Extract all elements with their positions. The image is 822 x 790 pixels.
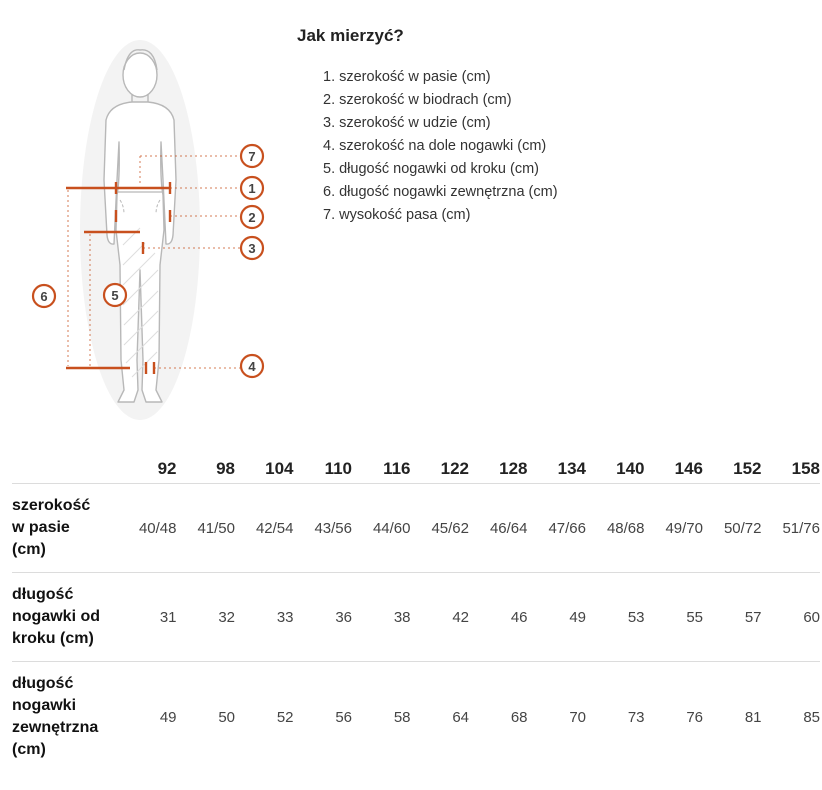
- measurement-item: 3. szerokość w udzie (cm): [323, 115, 491, 131]
- how-to-measure: [297, 26, 558, 227]
- table-cell: 32: [177, 573, 236, 662]
- table-cell: 40/48: [118, 484, 177, 573]
- row-label-line: długość: [12, 675, 74, 692]
- size-header: 92: [157, 459, 177, 478]
- svg-text:3: 3: [248, 241, 256, 256]
- size-header: 98: [216, 459, 235, 478]
- row-label-line: nogawki: [12, 697, 77, 714]
- size-header: 134: [557, 459, 586, 478]
- table-cell: 49: [118, 662, 177, 773]
- size-header: 116: [383, 459, 411, 478]
- table-cell: 36: [294, 573, 353, 662]
- size-header: 110: [324, 459, 352, 478]
- svg-text:6: 6: [40, 289, 48, 304]
- table-cell: 81: [703, 662, 762, 773]
- body-silhouette-icon: [20, 30, 290, 420]
- table-row-inseam: [12, 573, 820, 662]
- table-row-outseam: [12, 662, 820, 773]
- size-header: 104: [265, 459, 294, 478]
- table-cell: 43/56: [294, 484, 353, 573]
- how-to-measure-title: Jak mierzyć?: [297, 26, 404, 45]
- table-cell: 53: [586, 573, 645, 662]
- measurement-item: 4. szerokość na dole nogawki (cm): [323, 138, 547, 154]
- table-cell: 46: [469, 573, 528, 662]
- table-cell: 51/76: [762, 484, 821, 573]
- table-cell: 56: [294, 662, 353, 773]
- row-label-line: nogawki od: [12, 608, 100, 625]
- badge-4: [241, 355, 263, 377]
- table-cell: 50/72: [703, 484, 762, 573]
- table-cell: 55: [645, 573, 704, 662]
- table-cell: 68: [469, 662, 528, 773]
- row-label-line: szerokość: [12, 497, 91, 514]
- table-cell: 47/66: [528, 484, 587, 573]
- row-label-waist: [12, 484, 118, 573]
- table-cell: 48/68: [586, 484, 645, 573]
- table-cell: 33: [235, 573, 294, 662]
- measurement-item: 1. szerokość w pasie (cm): [323, 69, 491, 85]
- measurement-item: 5. długość nogawki od kroku (cm): [323, 161, 539, 177]
- measurement-item: 7. wysokość pasa (cm): [323, 207, 471, 223]
- size-header: 128: [499, 459, 528, 478]
- table-cell: 31: [118, 573, 177, 662]
- row-label-line: (cm): [12, 541, 46, 558]
- badge-5: [104, 284, 126, 306]
- svg-text:7: 7: [248, 149, 256, 164]
- size-header: 140: [616, 459, 645, 478]
- table-cell: 85: [762, 662, 821, 773]
- table-cell: 42: [411, 573, 470, 662]
- table-cell: 70: [528, 662, 587, 773]
- row-label-line: długość: [12, 586, 74, 603]
- size-header-row: [12, 455, 820, 484]
- row-label-line: w pasie: [12, 519, 70, 536]
- table-cell: 73: [586, 662, 645, 773]
- table-corner: [12, 455, 118, 484]
- row-label-line: (cm): [12, 741, 46, 758]
- table-cell: 76: [645, 662, 704, 773]
- measurement-item: 2. szerokość w biodrach (cm): [323, 92, 512, 108]
- table-cell: 49/70: [645, 484, 704, 573]
- table-cell: 50: [177, 662, 236, 773]
- measurement-item: 6. długość nogawki zewnętrzna (cm): [323, 184, 558, 200]
- badge-2: [241, 206, 263, 228]
- badge-6: [33, 285, 55, 307]
- size-header: 122: [440, 459, 469, 478]
- table-cell: 57: [703, 573, 762, 662]
- row-label-line: zewnętrzna: [12, 719, 99, 736]
- table-cell: 58: [352, 662, 411, 773]
- size-header: 146: [674, 459, 703, 478]
- svg-text:5: 5: [111, 288, 119, 303]
- svg-text:2: 2: [248, 210, 256, 225]
- table-cell: 45/62: [411, 484, 470, 573]
- table-cell: 52: [235, 662, 294, 773]
- row-label-line: kroku (cm): [12, 630, 94, 647]
- measurement-figure: [20, 30, 290, 420]
- table-cell: 44/60: [352, 484, 411, 573]
- table-row-waist: [12, 484, 820, 573]
- table-cell: 38: [352, 573, 411, 662]
- table-cell: 60: [762, 573, 821, 662]
- badge-3: [241, 237, 263, 259]
- size-header: 158: [791, 459, 820, 478]
- row-label-inseam: [12, 573, 118, 662]
- badge-7: [241, 145, 263, 167]
- size-header: 152: [733, 459, 762, 478]
- size-table: [12, 455, 820, 772]
- svg-text:4: 4: [248, 359, 256, 374]
- badge-1: [241, 177, 263, 199]
- table-cell: 42/54: [235, 484, 294, 573]
- table-cell: 49: [528, 573, 587, 662]
- table-cell: 64: [411, 662, 470, 773]
- table-cell: 41/50: [177, 484, 236, 573]
- table-cell: 46/64: [469, 484, 528, 573]
- row-label-outseam: [12, 662, 118, 773]
- measurement-list: [297, 66, 558, 227]
- svg-text:1: 1: [248, 181, 256, 196]
